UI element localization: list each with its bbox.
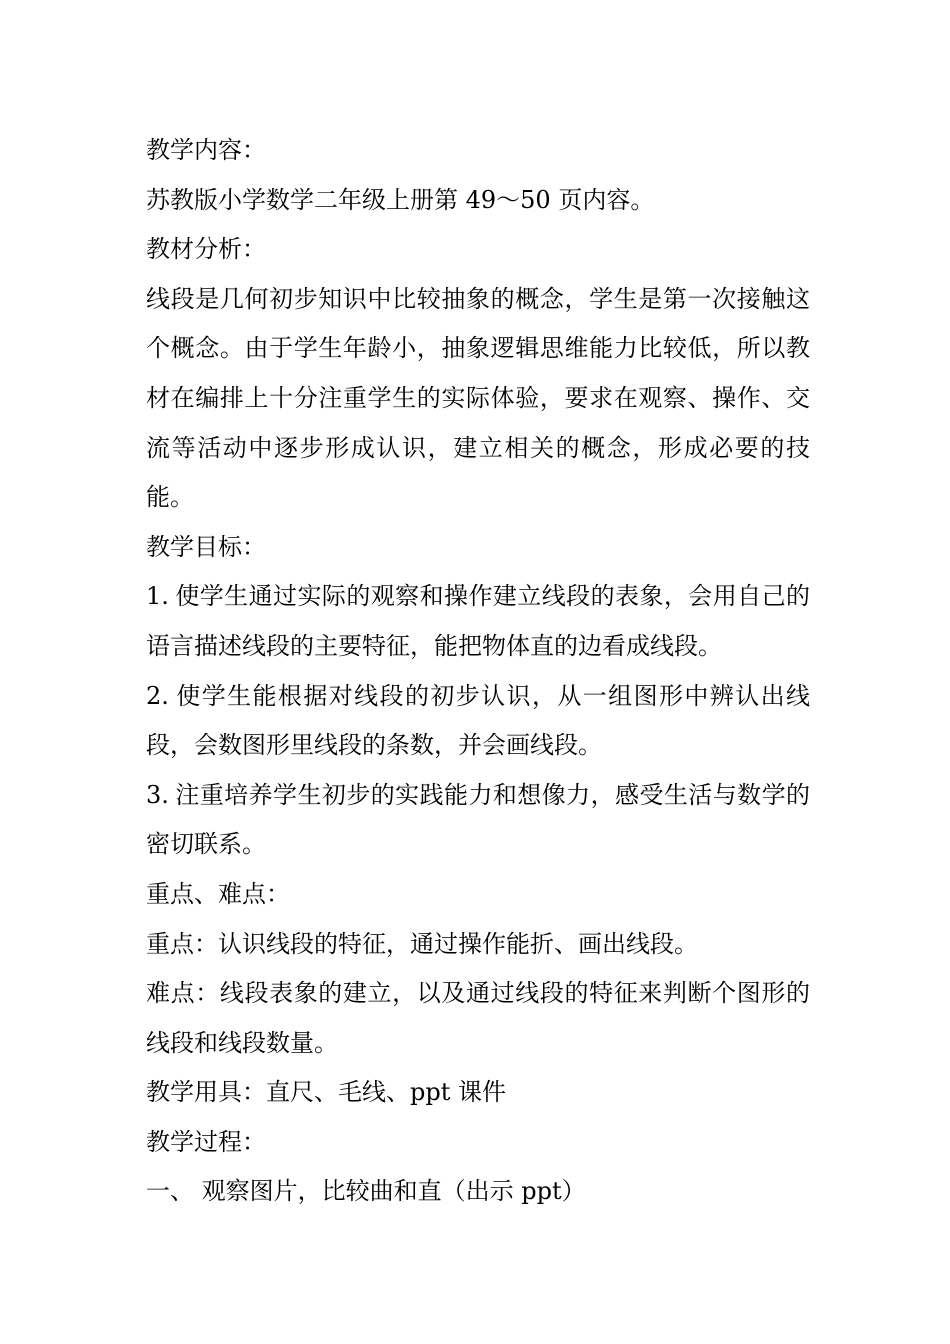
process-heading: 教学过程： <box>146 1127 266 1156</box>
objective-text: 注重培养学生初步的实践能力和想像力，感受生活与数学的密切联系。 <box>146 780 810 859</box>
material-analysis-text: 线段是几何初步知识中比较抽象的概念，学生是第一次接触这个概念。由于学生年龄小，抽象逻辑思维能力比较低，所以教材在编排上十分注重学生的实际体验，要求在观察、操作、交流等活动中逐步形成认识，建立相关的概念，形成必要的技能。 <box>146 284 810 512</box>
document-body <box>146 126 810 1217</box>
teaching-content-text: 苏教版小学数学二年级上册第 49～50 页内容。 <box>146 185 655 214</box>
difficult-point-text: 难点：线段表象的建立，以及通过线段的特征来判断个图形的线段和线段数量。 <box>146 979 810 1057</box>
teaching-tools-text: 教学用具：直尺、毛线、ppt 课件 <box>146 1078 506 1107</box>
key-points-heading: 重点、难点： <box>146 879 290 908</box>
material-analysis-heading: 教材分析： <box>146 235 266 264</box>
process-step-1: 一、 观察图片，比较曲和直（出示 ppt） <box>146 1177 586 1206</box>
objective-number: 3. <box>146 780 169 809</box>
objective-text: 使学生能根据对线段的初步认识，从一组图形中辨认出线段，会数图形里线段的条数，并会画线段。 <box>146 681 810 760</box>
key-point-text: 重点：认识线段的特征，通过操作能折、画出线段。 <box>146 929 698 958</box>
objective-item-3 <box>146 771 810 870</box>
objective-number: 1. <box>146 582 169 611</box>
objective-item-1 <box>146 572 810 671</box>
teaching-content-heading: 教学内容： <box>146 136 266 164</box>
objectives-heading: 教学目标： <box>146 532 266 561</box>
objective-number: 2. <box>146 681 169 710</box>
objective-item-2 <box>146 672 810 771</box>
objective-text: 使学生通过实际的观察和操作建立线段的表象，会用自己的语言描述线段的主要特征，能把物体直的边看成线段。 <box>146 582 810 660</box>
